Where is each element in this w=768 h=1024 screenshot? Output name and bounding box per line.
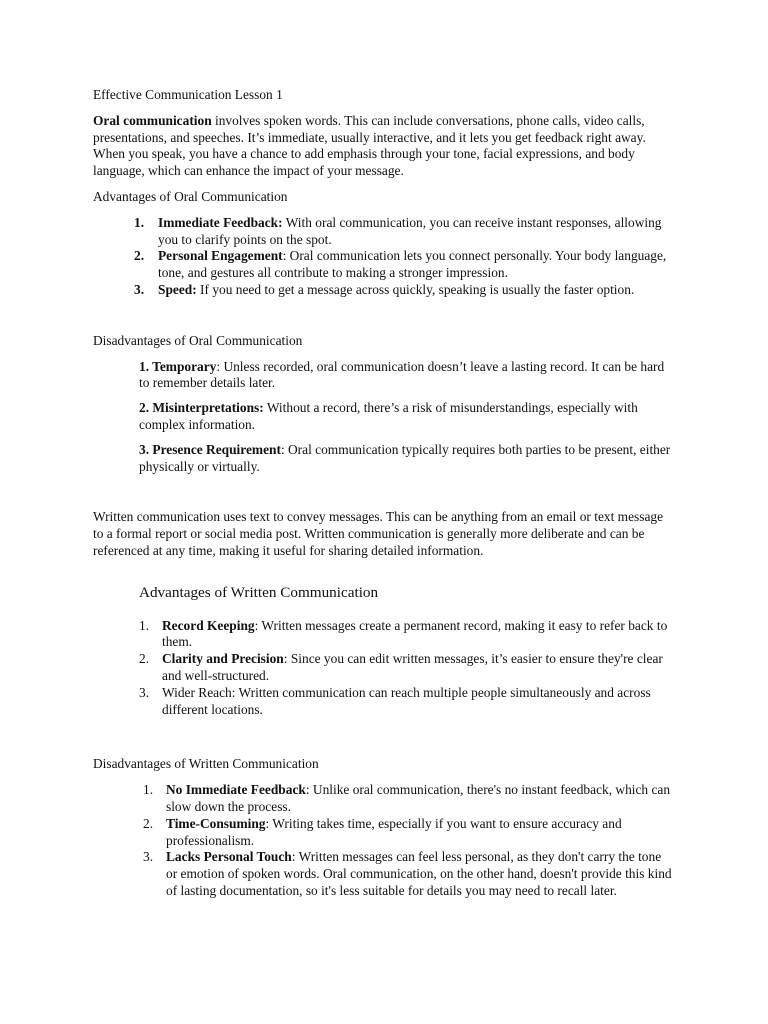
list-item — [93, 782, 673, 816]
list-item — [93, 816, 673, 850]
item-term: Clarity and Precision — [162, 651, 284, 667]
item-text: Wider Reach: Written communication can reach multiple people simultaneously and across different locations. — [162, 684, 651, 717]
oral-disadvantages-heading: Disadvantages of Oral Communication — [93, 332, 303, 348]
item-term: Lacks Personal Touch — [166, 849, 292, 865]
document-page — [93, 87, 673, 900]
oral-advantages-section — [93, 189, 673, 299]
list-item — [93, 215, 673, 249]
item-text: : Written messages create a permanent record, making it easy to refer back to them. — [162, 617, 668, 650]
written-disadvantages-list — [93, 782, 673, 900]
document-title: Effective Communication Lesson 1 — [93, 87, 283, 102]
item-text: : Unlike oral communication, there's no instant feedback, which can slow down the process. — [166, 782, 671, 814]
oral-advantages-list — [93, 215, 673, 299]
item-term: Immediate Feedback: — [158, 214, 283, 230]
item-term: Time-Consuming — [166, 815, 266, 831]
item-text: If you need to get a message across quickly, speaking is usually the faster option. — [196, 281, 635, 297]
item-number: 3. — [134, 281, 145, 297]
item-text: : Oral communication lets you connect personally. Your body language, tone, and gestures all contribute to making a stronger impression. — [158, 248, 667, 281]
list-item — [139, 618, 673, 652]
list-item — [139, 400, 673, 434]
item-term: Personal Engagement — [158, 248, 283, 264]
item-number: 1. — [134, 214, 145, 230]
list-item — [139, 651, 673, 685]
item-text: : Written messages can feel less personal, as they don't carry the tone or emotion of spoken words. Oral communication, on the other hand, doesn't provide this kind of lasting documentation, so it's less suitable for details you may need to recall later. — [166, 849, 672, 898]
written-intro-paragraph: Written communication uses text to convey messages. This can be anything from an email or text message to a formal report or social media post. Written communication is generally more deliberate and can be referenced at any time, making it useful for sharing detailed information. — [93, 509, 664, 558]
oral-intro-text: involves spoken words. This can include conversations, phone calls, video calls, presentations, and speeches. It’s immediate, usually interactive, and it lets you get feedback right away. When you speak, you have a chance to add emphasis through your tone, facial expressions, and body language, which can enhance the impact of your message. — [93, 112, 646, 179]
item-number: 3. — [143, 849, 154, 865]
item-number: 1. — [139, 617, 150, 633]
item-number: 2. — [143, 815, 154, 831]
item-term: 1. Temporary — [139, 358, 217, 374]
oral-disadvantages-section — [93, 333, 673, 476]
item-term: Speed: — [158, 281, 197, 297]
item-text: Without a record, there’s a risk of misunderstandings, especially with complex information. — [139, 400, 638, 432]
oral-term: Oral communication — [93, 112, 212, 128]
written-advantages-heading: Advantages of Written Communication — [139, 583, 379, 601]
list-item — [139, 442, 673, 476]
written-advantages-list — [139, 618, 673, 719]
list-item — [93, 849, 673, 899]
item-number: 1. — [143, 782, 154, 798]
list-item — [93, 248, 673, 282]
item-term: 3. Presence Requirement — [139, 441, 281, 457]
item-term: No Immediate Feedback — [166, 782, 306, 798]
item-text: With oral communication, you can receive instant responses, allowing you to clarify points on the spot. — [158, 214, 662, 247]
item-number: 2. — [134, 248, 145, 264]
item-text: : Writing takes time, especially if you want to ensure accuracy and professionalism. — [166, 815, 622, 848]
item-number: 3. — [139, 684, 150, 700]
item-number: 2. — [139, 651, 150, 667]
oral-advantages-heading: Advantages of Oral Communication — [93, 188, 288, 204]
oral-intro-paragraph — [93, 113, 673, 180]
item-term: Record Keeping — [162, 617, 255, 633]
written-disadvantages-section — [93, 756, 673, 899]
item-text: : Since you can edit written messages, it’s easier to ensure they're clear and well-structured. — [162, 651, 663, 683]
written-advantages-section — [93, 585, 673, 719]
item-text: : Oral communication typically requires both parties to be present, either physically or virtually. — [139, 441, 671, 474]
list-item — [139, 685, 673, 719]
list-item — [93, 282, 673, 299]
item-term: 2. Misinterpretations: — [139, 400, 264, 416]
list-item — [139, 359, 673, 393]
written-disadvantages-heading: Disadvantages of Written Communication — [93, 756, 319, 772]
item-text: : Unless recorded, oral communication doesn’t leave a lasting record. It can be hard to remember details later. — [139, 358, 665, 391]
